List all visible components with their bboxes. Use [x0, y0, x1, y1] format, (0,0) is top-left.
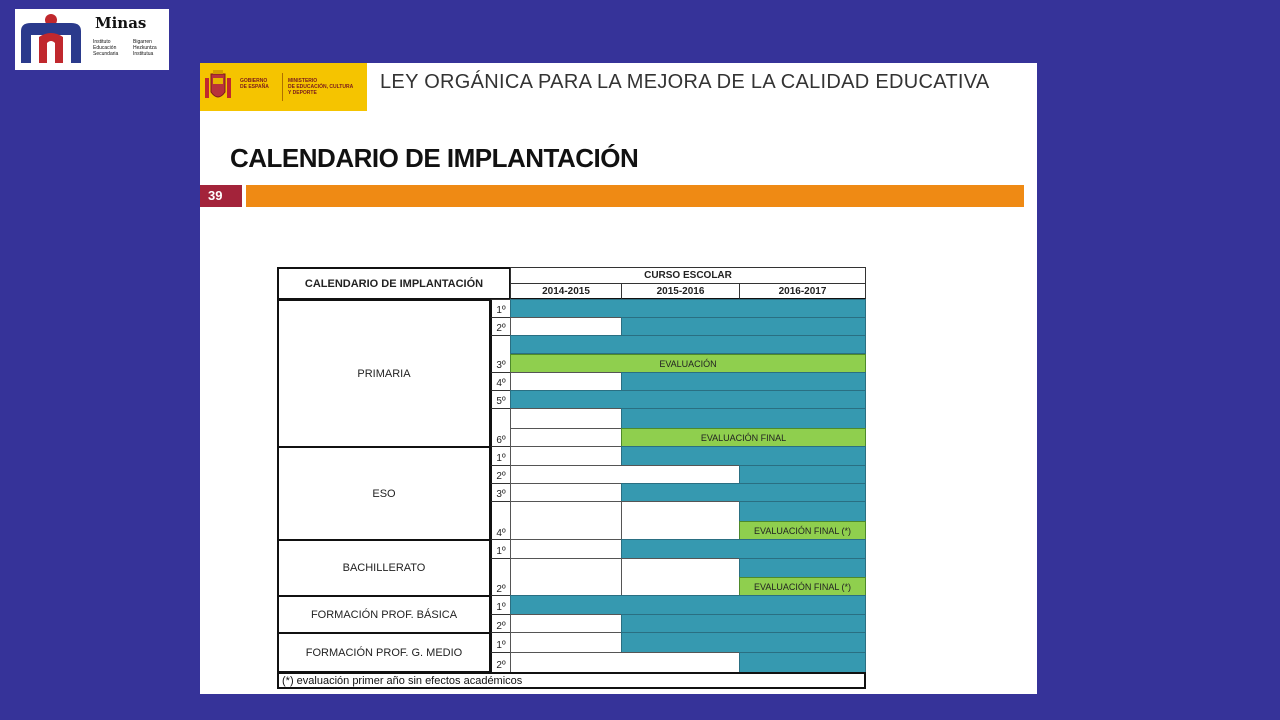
implanted-bar: [510, 299, 866, 318]
final-evaluation-bar: EVALUACIÓN FINAL: [621, 428, 866, 448]
slide-title: CALENDARIO DE IMPLANTACIÓN: [230, 143, 639, 173]
slide-number-badge: 39: [200, 185, 242, 207]
slide-image: [200, 63, 1037, 694]
implanted-bar: [621, 317, 866, 336]
course-label: 2º: [490, 558, 511, 597]
logo-text-eu: Bigarren Hezkuntza Institutua: [133, 39, 157, 57]
implanted-bar: [621, 446, 866, 466]
empty-cell: [510, 446, 622, 466]
gov-label: GOBIERNO DE ESPAÑA: [240, 78, 269, 90]
course-label: 1º: [490, 299, 511, 318]
year-header-2: 2015-2016: [621, 283, 740, 300]
group-fp-basica: FORMACIÓN PROF. BÁSICA: [277, 595, 491, 634]
empty-cell: [510, 539, 622, 559]
empty-cell: [510, 652, 740, 673]
course-label: 2º: [490, 465, 511, 484]
implementation-table: [277, 267, 866, 689]
empty-cell: [510, 501, 622, 541]
course-label: 1º: [490, 632, 511, 653]
empty-cell: [621, 501, 740, 541]
empty-cell: [510, 558, 622, 597]
empty-cell: [510, 428, 622, 448]
empty-cell: [510, 483, 622, 502]
logo-name: Minas: [95, 14, 147, 32]
empty-cell: [510, 465, 740, 484]
implanted-bar: [510, 390, 866, 409]
course-label: 5º: [490, 390, 511, 409]
course-label: 4º: [490, 372, 511, 391]
final-evaluation-bar: EVALUACIÓN FINAL (*): [739, 577, 866, 597]
final-evaluation-bar: EVALUACIÓN FINAL (*): [739, 521, 866, 541]
school-logo: [15, 9, 169, 70]
implanted-bar: [621, 483, 866, 502]
course-label: 3º: [490, 483, 511, 502]
table-title-cell: CALENDARIO DE IMPLANTACIÓN: [277, 267, 511, 300]
implanted-bar: [621, 539, 866, 559]
implanted-bar: [739, 652, 866, 673]
group-fp-grado-medio: FORMACIÓN PROF. G. MEDIO: [277, 632, 491, 673]
year-header-3: 2016-2017: [739, 283, 866, 300]
footnote: (*) evaluación primer año sin efectos académicos: [277, 672, 866, 689]
banner-divider: [282, 73, 283, 101]
course-label: 1º: [490, 539, 511, 559]
empty-cell: [621, 558, 740, 597]
implanted-bar: [510, 335, 866, 354]
empty-cell: [510, 632, 622, 653]
curso-escolar-header: CURSO ESCOLAR: [510, 267, 866, 284]
course-label: 1º: [490, 595, 511, 615]
implanted-bar: [510, 595, 866, 615]
group-eso: ESO: [277, 446, 491, 541]
logo-text-es: Instituto Educación Secundaria: [93, 39, 119, 57]
orange-title-bar: [246, 185, 1024, 207]
group-bachillerato: BACHILLERATO: [277, 539, 491, 597]
group-primaria: PRIMARIA: [277, 299, 491, 448]
implanted-bar: [739, 501, 866, 522]
implanted-bar: [621, 408, 866, 429]
government-banner: [200, 63, 367, 111]
course-label: 1º: [490, 446, 511, 466]
law-title: LEY ORGÁNICA PARA LA MEJORA DE LA CALIDAD EDUCATIVA: [380, 71, 990, 93]
course-label: 2º: [490, 652, 511, 673]
coat-of-arms-icon: [203, 70, 233, 104]
empty-cell: [510, 317, 622, 336]
implanted-bar: [621, 632, 866, 653]
empty-cell: [510, 614, 622, 634]
course-label: 2º: [490, 614, 511, 634]
ministry-label: MINISTERIO DE EDUCACIÓN, CULTURA Y DEPORTE: [288, 78, 354, 96]
implanted-bar: [739, 558, 866, 578]
course-label: 2º: [490, 317, 511, 336]
empty-cell: [510, 372, 622, 391]
year-header-1: 2014-2015: [510, 283, 622, 300]
implanted-bar: [739, 465, 866, 484]
implanted-bar: [621, 614, 866, 634]
implanted-bar: [621, 372, 866, 391]
course-label: 4º: [490, 501, 511, 541]
empty-cell: [510, 408, 622, 429]
minas-emblem-icon: [17, 11, 87, 67]
evaluation-bar: EVALUACIÓN: [510, 354, 866, 373]
course-label: 3º: [490, 335, 511, 373]
course-label: 6º: [490, 408, 511, 448]
